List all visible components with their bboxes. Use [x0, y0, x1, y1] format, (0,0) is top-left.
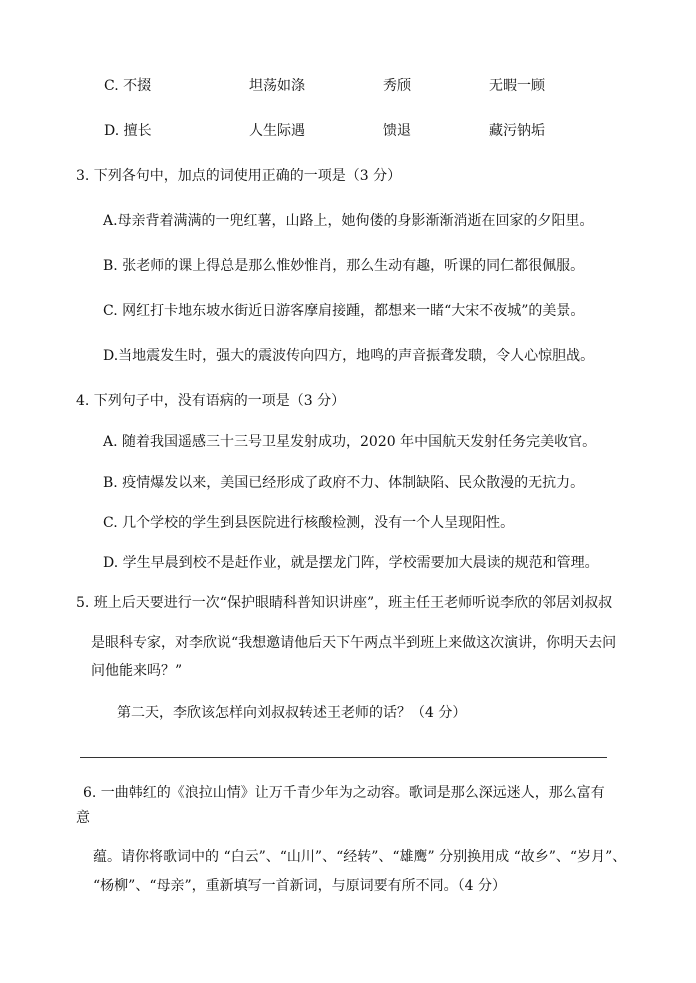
question-3-option-a: A.母亲背着满满的一兜红薯，山路上，她佝偻的身影渐渐消逝在回家的夕阳里。 — [103, 213, 594, 229]
option-c-item-3: 无暇一顾 — [489, 78, 545, 94]
question-5-prompt: 第二天，李欣该怎样向刘叔叔转述王老师的话？（4 分） — [117, 705, 467, 721]
question-4-option-c: C. 几个学校的学生到县医院进行核酸检测，没有一个人呈现阳性。 — [103, 515, 515, 531]
answer-line — [80, 757, 607, 758]
option-label-c: C. 不掇 — [104, 78, 152, 94]
question-4-option-b: B. 疫情爆发以来，美国已经形成了政府不力、体制缺陷、民众散漫的无抗力。 — [103, 475, 585, 491]
question-4-option-a: A. 随着我国遥感三十三号卫星发射成功，2020 年中国航天发射任务完美收官。 — [103, 434, 597, 450]
question-4-stem: 4. 下列句子中，没有语病的一项是（3 分） — [76, 393, 346, 409]
option-d-item-1: 人生际遇 — [249, 123, 305, 139]
question-3-stem: 3. 下列各句中，加点的词使用正确的一项是（3 分） — [76, 168, 402, 184]
option-d-item-2: 馈退 — [383, 123, 411, 139]
question-6-line-4: “杨柳”、“母亲”，重新填写一首新词，与原词要有所不同。（4 分） — [93, 878, 506, 894]
question-3-option-b: B. 张老师的课上得总是那么惟妙惟肖，那么生动有趣，听课的同仁都很佩服。 — [103, 258, 585, 274]
question-3-option-d: D.当地震发生时，强大的震波传向四方，地鸣的声音振聋发聩，令人心惊胆战。 — [103, 348, 595, 364]
option-c-item-1: 坦荡如涤 — [249, 78, 305, 94]
option-label-d: D. 擅长 — [104, 123, 152, 139]
question-4-option-d: D. 学生早晨到校不是赶作业，就是摆龙门阵，学校需要加大晨读的规范和管理。 — [103, 555, 599, 571]
option-c-item-2: 秀颀 — [383, 78, 411, 94]
question-5-line-2: 是眼科专家，对李欣说“我想邀请他后天下午两点半到班上来做这次演讲，你明天去问 — [91, 635, 617, 651]
question-6-line-1: 6. 一曲韩红的《浪拉山情》让万千青少年为之动容。歌词是那么深远迷人，那么富有 — [83, 785, 605, 801]
question-3-option-c: C. 网红打卡地东坡水街近日游客摩肩接踵，都想来一睹“大宋不夜城”的美景。 — [103, 303, 585, 319]
question-5-line-3: 问他能来吗？” — [91, 663, 183, 679]
question-6-line-2: 意 — [76, 810, 90, 826]
option-d-item-3: 藏污钠垢 — [489, 123, 545, 139]
question-6-line-3: 蕴。请你将歌词中的 “白云”、“山川”、“经转”、“雄鹰” 分别换用成 “故乡”、“岁月”、 — [93, 849, 627, 865]
question-5-line-1: 5. 班上后天要进行一次“保护眼睛科普知识讲座”，班主任王老师听说李欣的邻居刘叔叔 — [76, 595, 613, 611]
